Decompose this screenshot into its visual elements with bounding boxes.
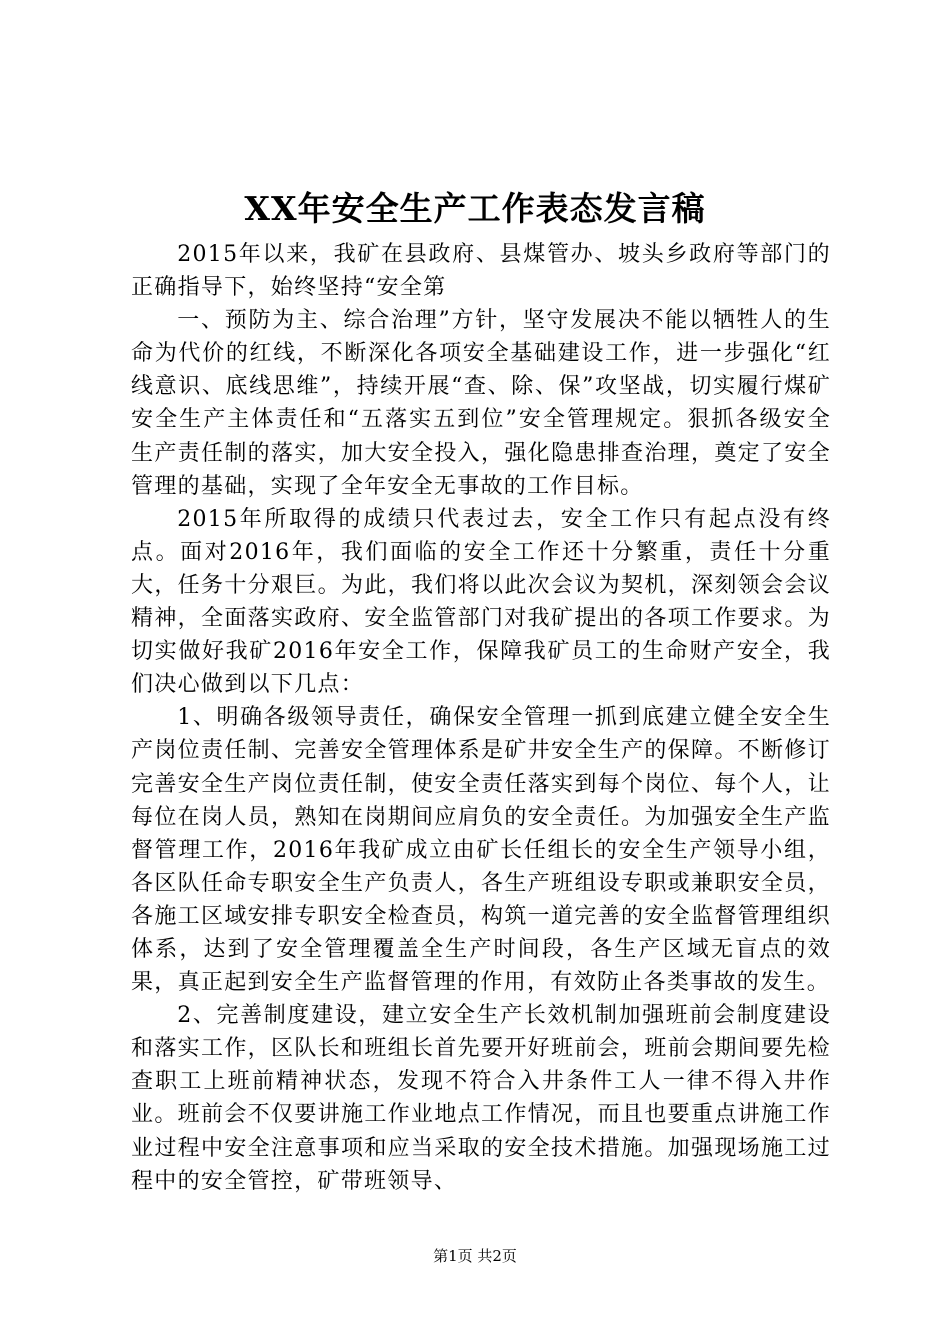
page-number-footer: 第1页 共2页 bbox=[433, 1247, 517, 1265]
document-body bbox=[131, 238, 831, 1198]
paragraph: 2、完善制度建设，建立安全生产长效机制加强班前会制度建设和落实工作，区队长和班组长首先要开好班前会，班前会期间要先检查职工上班前精神状态，发现不符合入井条件工人一律不得入井作业。班前会不仅要讲施工作业地点工作情况，而且也要重点讲施工作业过程中安全注意事项和应当采取的安全技术措施。加强现场施工过程中的安全管控，矿带班领导、 bbox=[131, 1003, 831, 1194]
paragraph: 2015年以来，我矿在县政府、县煤管办、坡头乡政府等部门的正确指导下，始终坚持“安全第 bbox=[131, 242, 831, 301]
paragraph: 一、预防为主、综合治理”方针，坚守发展决不能以牺牲人的生命为代价的红线，不断深化各项安全基础建设工作，进一步强化“红线意识、底线思维”，持续开展“查、除、保”攻坚战，切实履行煤矿安全生产主体责任和“五落实五到位”安全管理规定。狠抓各级安全生产责任制的落实，加大安全投入，强化隐患排查治理，奠定了安全管理的基础，实现了全年安全无事故的工作目标。 bbox=[131, 308, 831, 499]
document-title: XX年安全生产工作表态发言稿 bbox=[244, 189, 706, 228]
paragraph: 2015年所取得的成绩只代表过去，安全工作只有起点没有终点。面对2016年，我们面临的安全工作还十分繁重，责任十分重大，任务十分艰巨。为此，我们将以此次会议为契机，深刻领会会议精神，全面落实政府、安全监管部门对我矿提出的各项工作要求。为切实做好我矿2016年安全工作，保障我矿员工的生命财产安全，我们决心做到以下几点： bbox=[131, 506, 831, 698]
paragraph: 1、明确各级领导责任，确保安全管理一抓到底建立健全安全生产岗位责任制、完善安全管理体系是矿井安全生产的保障。不断修订完善安全生产岗位责任制，使安全责任落实到每个岗位、每个人，让每位在岗人员，熟知在岗期间应肩负的安全责任。为加强安全生产监督管理工作，2016年我矿成立由矿长任组长的安全生产领导小组，各区队任命专职安全生产负责人，各生产班组设专职或兼职安全员，各施工区域安排专职安全检查员，构筑一道完善的安全监督管理组织体系，达到了安全管理覆盖全生产时间段，各生产区域无盲点的效果，真正起到安全生产监督管理的作用，有效防止各类事故的发生。 bbox=[131, 705, 831, 996]
